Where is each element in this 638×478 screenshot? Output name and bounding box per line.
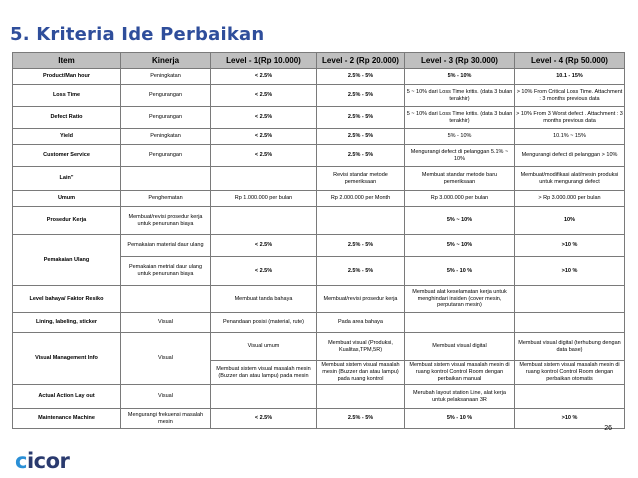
row-kinerja (121, 286, 211, 313)
row-item: Loss Time (13, 85, 121, 107)
row-level-3: Mengurangi defect di pelanggan 5.1% ~ 10% (405, 145, 515, 167)
row-level-3: Membuat sistem visual masalah mesin di ruang kontrol Control Room dengan perbaikan manual (405, 361, 515, 385)
row-level-2: 2.5% - 5% (317, 69, 405, 85)
row-level-4 (515, 313, 625, 333)
criteria-table (12, 52, 625, 429)
table-row (13, 333, 625, 361)
header-item: Item (13, 53, 121, 69)
row-level-2: Membuat sistem visual masalah mesin (Buzzer dan atau lampu) pada ruang kontrol (317, 361, 405, 385)
row-level-2: 2.5% - 5% (317, 235, 405, 257)
row-level-4: 10% (515, 207, 625, 235)
row-level-1 (211, 167, 317, 191)
row-level-4 (515, 385, 625, 409)
row-level-1 (211, 385, 317, 409)
row-kinerja: Pengurangan (121, 145, 211, 167)
row-level-1: < 2.5% (211, 129, 317, 145)
row-level-2 (317, 385, 405, 409)
row-kinerja: Visual (121, 385, 211, 409)
table-row (13, 409, 625, 429)
row-level-4: Membuat visual digital (terhubung dengan data base) (515, 333, 625, 361)
row-kinerja: Penghematan (121, 191, 211, 207)
row-item: Actual Action Lay out (13, 385, 121, 409)
row-level-1: < 2.5% (211, 145, 317, 167)
header-level-1: Level - 1(Rp 10.000) (211, 53, 317, 69)
row-kinerja (121, 167, 211, 191)
row-item: Visual Management Info (13, 333, 121, 385)
row-level-4: >10 % (515, 257, 625, 286)
header-level-4: Level - 4 (Rp 50.000) (515, 53, 625, 69)
row-item: Defect Ratio (13, 107, 121, 129)
row-level-4: Membuat/modifikasi alat/mesin produksi untuk mengurangi defect (515, 167, 625, 191)
row-level-2 (317, 207, 405, 235)
table-row (13, 313, 625, 333)
row-level-1 (211, 207, 317, 235)
row-level-3 (405, 313, 515, 333)
row-level-1: Rp 1.000.000 per bulan (211, 191, 317, 207)
row-item: Pemakaian Ulang (13, 235, 121, 286)
row-level-2: 2.5% - 5% (317, 85, 405, 107)
table-row (13, 85, 625, 107)
row-level-2: Rp 2.000.000 per Month (317, 191, 405, 207)
row-kinerja: Visual (121, 333, 211, 385)
table-row (13, 167, 625, 191)
row-kinerja: Mengurangi frekuensi masalah mesin (121, 409, 211, 429)
page-number: 26 (604, 425, 612, 432)
row-item: Umum (13, 191, 121, 207)
row-item: Yield (13, 129, 121, 145)
row-level-3: Membuat alat keselamatan kerja untuk menghindari insiden (cover mesin, perputaran mesin) (405, 286, 515, 313)
header-level-3: Level - 3 (Rp 30.000) (405, 53, 515, 69)
row-level-1: < 2.5% (211, 235, 317, 257)
row-level-2: 2.5% - 5% (317, 145, 405, 167)
table-row (13, 107, 625, 129)
row-item: Level bahaya/ Faktor Resiko (13, 286, 121, 313)
row-item: Product/Man hour (13, 69, 121, 85)
row-level-3: Membuat visual digital (405, 333, 515, 361)
row-level-3: 5% - 10% (405, 129, 515, 145)
row-level-1: < 2.5% (211, 85, 317, 107)
row-level-3: Merubah layout station Line, alat kerja untuk pelaksanaan 3R (405, 385, 515, 409)
row-level-2: 2.5% - 5% (317, 409, 405, 429)
row-level-1: Visual umum (211, 333, 317, 361)
row-kinerja: Peningkatan (121, 69, 211, 85)
table-row (13, 385, 625, 409)
table-row (13, 69, 625, 85)
row-level-1: < 2.5% (211, 409, 317, 429)
table-row (13, 286, 625, 313)
row-kinerja: Pemakaian material daur ulang (121, 235, 211, 257)
row-level-2: 2.5% - 5% (317, 257, 405, 286)
row-kinerja: Pengurangan (121, 107, 211, 129)
row-level-4: > 10% From 3 Worst defect . Attachment : 3 months previous data (515, 107, 625, 129)
row-level-4: 10.1 - 15% (515, 69, 625, 85)
row-kinerja: Pemakaian metrial daur ulang untuk penurunan biaya (121, 257, 211, 286)
row-level-3: Membuat standar metode baru pemeriksaan (405, 167, 515, 191)
row-level-4: > 10% From Critical Loss Time. Attachment : 3 months previous data (515, 85, 625, 107)
row-level-4: Mengurangi defect di pelanggan > 10% (515, 145, 625, 167)
row-level-1: < 2.5% (211, 69, 317, 85)
row-level-1: Membuat sistem visual masalah mesin (Buzzer dan atau lampu) pada mesin (211, 361, 317, 385)
row-kinerja: Peningkatan (121, 129, 211, 145)
row-level-1: < 2.5% (211, 257, 317, 286)
row-item: Prosedur Kerja (13, 207, 121, 235)
row-level-3: 5% - 10% (405, 69, 515, 85)
row-level-4: Membuat sistem visual masalah mesin di ruang kontrol Control Room dengan perbaikan otomatis (515, 361, 625, 385)
row-kinerja: Visual (121, 313, 211, 333)
row-item: Lain" (13, 167, 121, 191)
row-level-3: 5% - 10 % (405, 257, 515, 286)
row-level-3: Rp 3.000.000 per bulan (405, 191, 515, 207)
row-level-4: >10 % (515, 409, 625, 429)
row-level-4: > Rp 3.000.000 per bulan (515, 191, 625, 207)
row-level-3: 5% ~ 10% (405, 235, 515, 257)
table-header-row (13, 53, 625, 69)
cicor-logo: cicor (15, 449, 70, 473)
row-level-4: >10 % (515, 235, 625, 257)
row-level-3: 5% ~ 10% (405, 207, 515, 235)
row-level-4: 10.1% ~ 15% (515, 129, 625, 145)
row-level-3: 5 ~ 10% dari Loss Time kritis. (data 3 bulan terakhir) (405, 107, 515, 129)
row-level-1: Membuat tanda bahaya (211, 286, 317, 313)
row-level-3: 5% - 10 % (405, 409, 515, 429)
table-row (13, 191, 625, 207)
row-level-3: 5 ~ 10% dari Loss Time kritis. (data 3 bulan terakhir) (405, 85, 515, 107)
row-level-2: Revisi standar metode pemeriksaan (317, 167, 405, 191)
table-row (13, 207, 625, 235)
row-item: Customer Service (13, 145, 121, 167)
table-row (13, 235, 625, 257)
row-level-1: Penandaan posisi (material, rute) (211, 313, 317, 333)
row-level-2: 2.5% - 5% (317, 129, 405, 145)
table-row (13, 129, 625, 145)
row-item: Maintenance Machine (13, 409, 121, 429)
header-level-2: Level - 2 (Rp 20.000) (317, 53, 405, 69)
row-item: Lining, labeling, sticker (13, 313, 121, 333)
row-kinerja: Membuat/revisi prosedur kerja untuk penurunan biaya (121, 207, 211, 235)
row-kinerja: Pengurangan (121, 85, 211, 107)
row-level-2: Membuat/revisi prosedur kerja (317, 286, 405, 313)
row-level-1: < 2.5% (211, 107, 317, 129)
page-title: 5. Kriteria Ide Perbaikan (10, 24, 265, 45)
row-level-2: Membuat visual (Produksi, Kualitas,TPM,5R) (317, 333, 405, 361)
row-level-2: Pada area bahaya (317, 313, 405, 333)
row-level-4 (515, 286, 625, 313)
header-kinerja: Kinerja (121, 53, 211, 69)
table-row (13, 145, 625, 167)
row-level-2: 2.5% - 5% (317, 107, 405, 129)
